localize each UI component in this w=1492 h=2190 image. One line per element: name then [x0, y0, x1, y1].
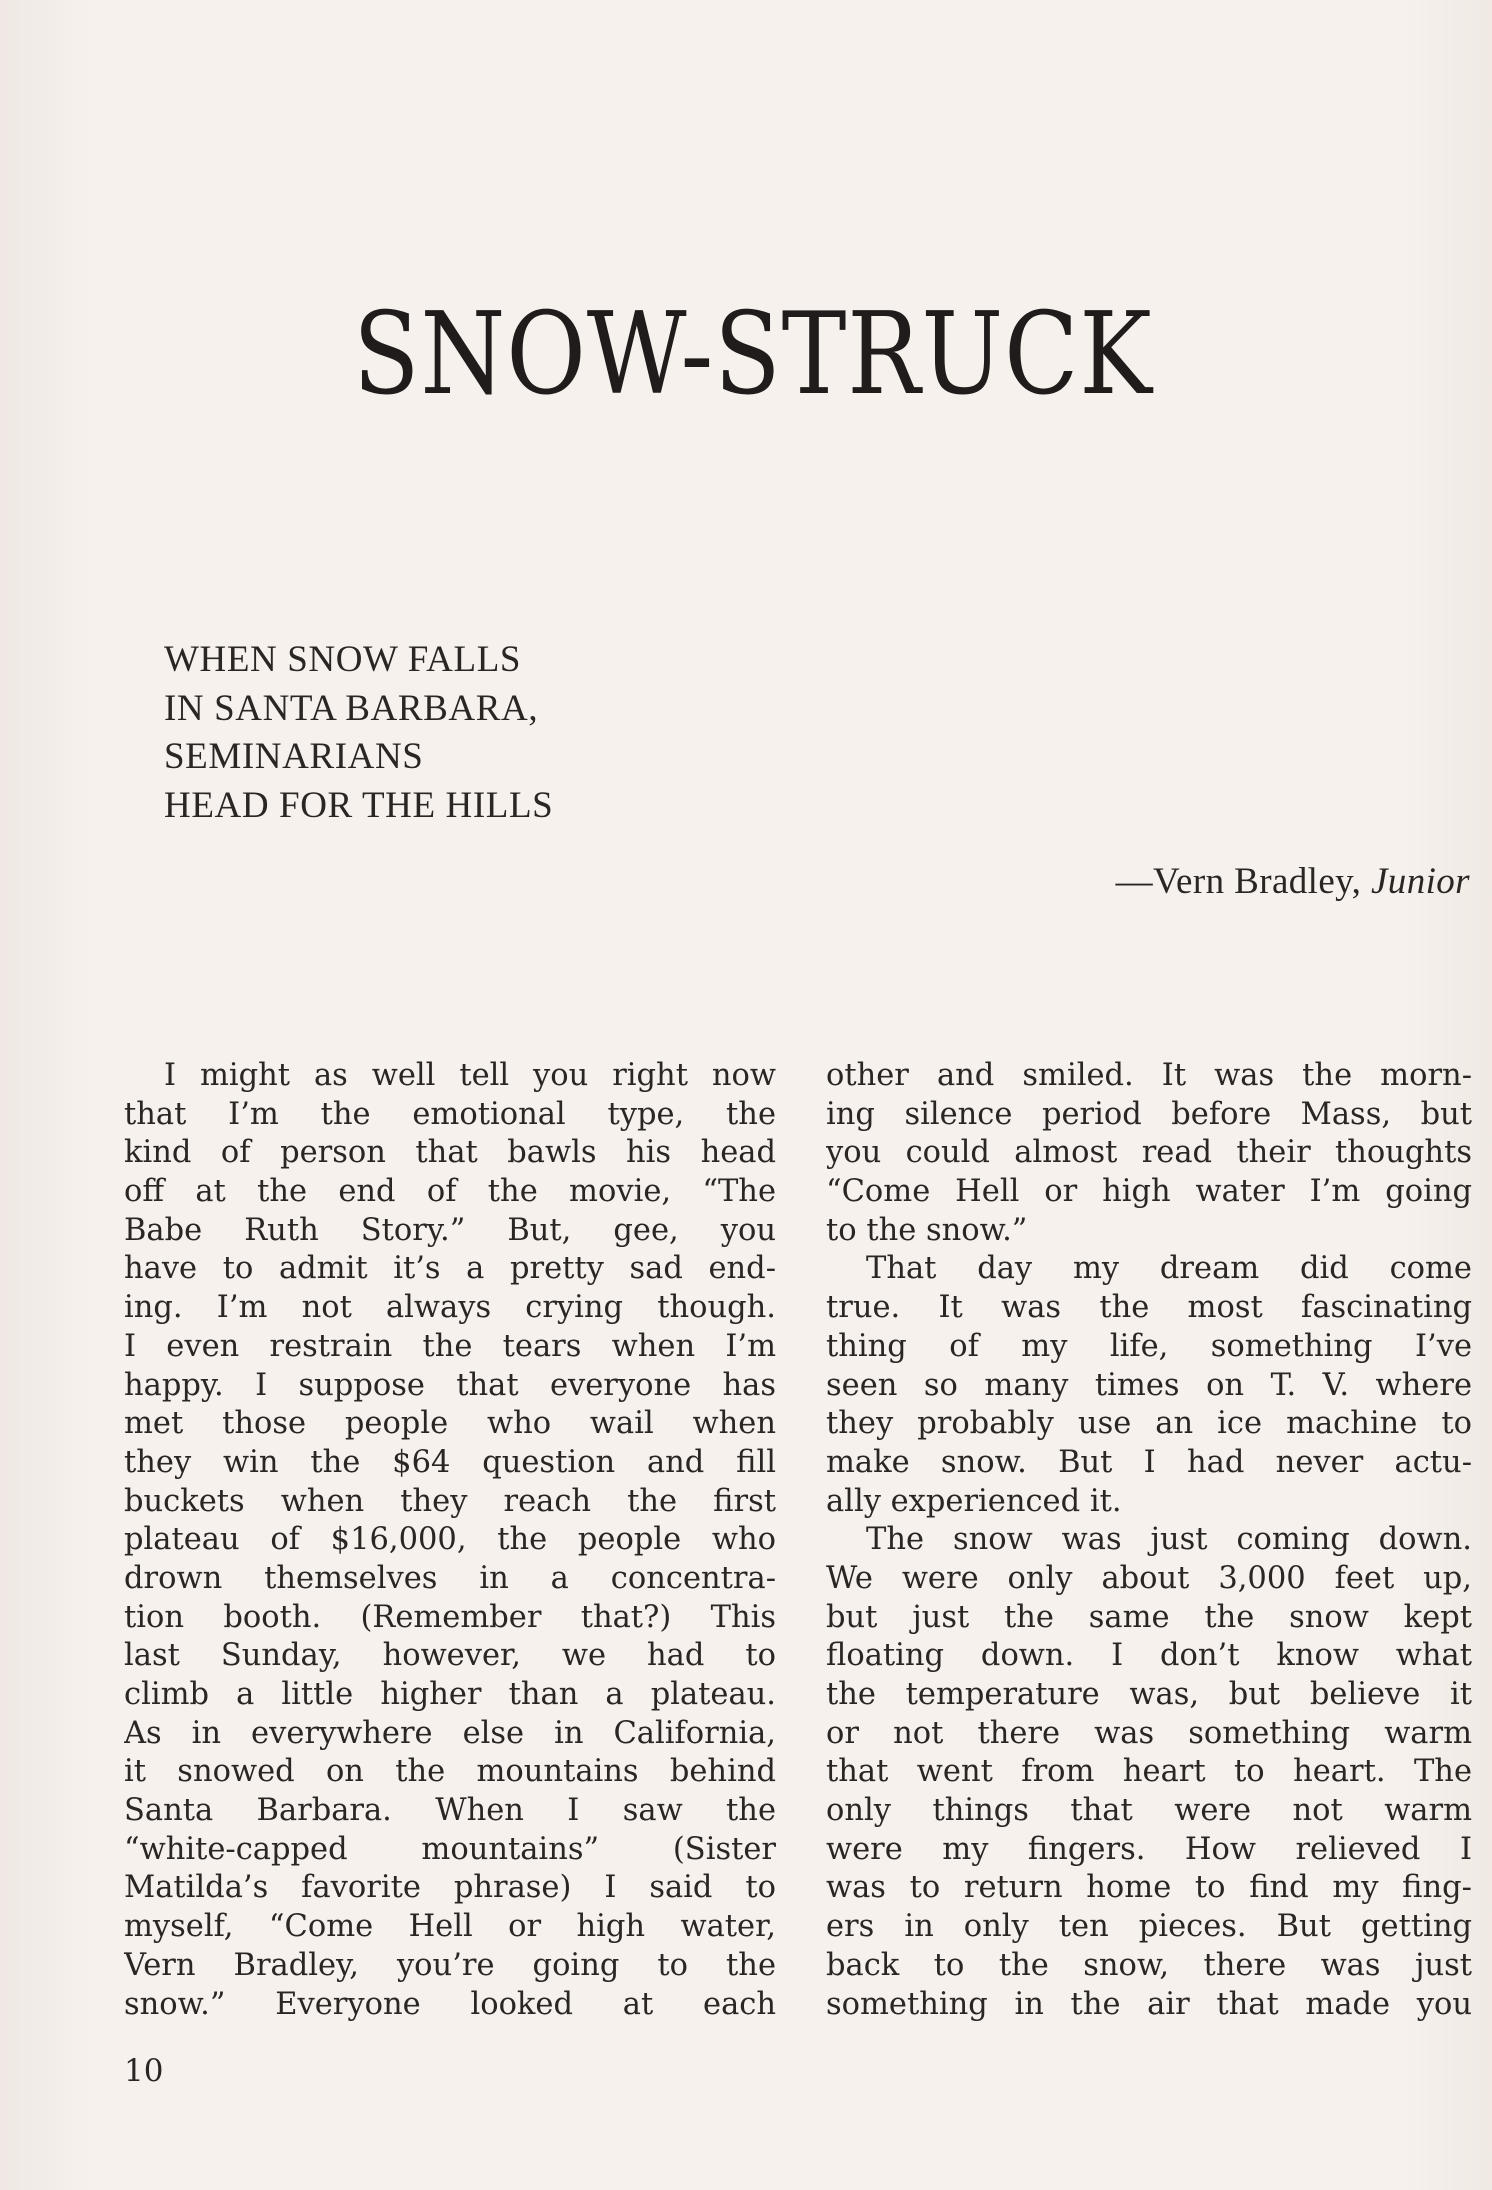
text-line: happy. I suppose that everyone has [124, 1367, 776, 1403]
text-line: snow.” Everyone looked at each [124, 1986, 776, 2022]
body-column-right [826, 1057, 1472, 2024]
body-column-left [124, 1057, 776, 2024]
text-line: ally experienced it. [826, 1483, 1122, 1519]
text-line: met those people who wail when [124, 1406, 776, 1442]
text-line: “Come Hell or high water I’m going [826, 1174, 1472, 1210]
text-line: kind of person that bawls his head [124, 1135, 776, 1171]
text-line: that I’m the emotional type, the [124, 1096, 776, 1132]
text-line: buckets when they reach the first [124, 1483, 776, 1519]
text-line: myself, “Come Hell or high water, [124, 1909, 776, 1945]
text-line: was to return home to find my fing- [826, 1870, 1472, 1906]
text-line: The snow was just coming down. [866, 1522, 1472, 1558]
text-line: We were only about 3,000 feet up, [826, 1560, 1472, 1596]
article-byline [1116, 858, 1470, 906]
text-line: that went from heart to heart. The [826, 1754, 1472, 1790]
byline-author: —Vern Bradley, [1115, 861, 1362, 902]
text-line: Vern Bradley, you’re going to the [124, 1947, 776, 1983]
text-line: floating down. I don’t know what [826, 1638, 1472, 1674]
deck-line: WHEN SNOW FALLS [164, 639, 522, 680]
article-title: SNOW-STRUCK [352, 288, 1153, 420]
text-line: drown themselves in a concentra- [124, 1560, 776, 1596]
text-line: only things that were not warm [826, 1793, 1472, 1829]
deck-line: HEAD FOR THE HILLS [164, 784, 554, 826]
text-line: they probably use an ice machine to [826, 1406, 1472, 1442]
text-line: true. It was the most fascinating [826, 1290, 1472, 1326]
text-line: climb a little higher than a plateau. [124, 1677, 776, 1712]
text-line: it snowed on the mountains behind [124, 1754, 776, 1790]
text-line: thing of my life, something I’ve [826, 1328, 1472, 1364]
text-line: seen so many times on T. V. where [826, 1367, 1472, 1403]
text-line: “white-capped mountains” (Sister [124, 1831, 776, 1867]
text-line: Matilda’s favorite phrase) I said to [124, 1870, 776, 1906]
article-deck [164, 636, 864, 830]
text-line: they win the $64 question and fill [124, 1444, 776, 1480]
text-line: something in the air that made you [826, 1986, 1472, 2022]
text-line: off at the end of the movie, “The [124, 1174, 776, 1210]
text-line: ers in only ten pieces. But getting [826, 1909, 1472, 1945]
text-line: ing. I’m not always crying though. [124, 1290, 776, 1326]
text-line: I might as well tell you right now [164, 1058, 776, 1093]
deck-line: IN SANTA BARBARA, [164, 687, 539, 729]
text-line: Santa Barbara. When I saw the [124, 1793, 776, 1829]
text-line: you could almost read their thoughts [826, 1135, 1472, 1171]
text-line: have to admit it’s a pretty sad end- [124, 1251, 776, 1287]
text-line: As in everywhere else in California, [124, 1715, 776, 1751]
text-line: back to the snow, there was just [826, 1947, 1472, 1983]
text-line: That day my dream did come [866, 1251, 1472, 1287]
text-line: plateau of $16,000, the people who [124, 1522, 776, 1558]
text-line: Babe Ruth Story.” But, gee, you [124, 1212, 776, 1248]
text-line: but just the same the snow kept [826, 1599, 1472, 1635]
page-number: 10 [124, 2053, 164, 2089]
text-line: to the snow.” [826, 1212, 1028, 1248]
text-line: or not there was something warm [826, 1715, 1472, 1751]
text-line: tion booth. (Remember that?) This [124, 1599, 776, 1635]
deck-line: SEMINARIANS [164, 736, 424, 777]
text-line: make snow. But I had never actu- [826, 1444, 1472, 1480]
text-line: ing silence period before Mass, but [826, 1096, 1472, 1132]
byline-role: Junior [1370, 861, 1470, 902]
text-line: other and smiled. It was the morn- [826, 1058, 1472, 1093]
text-line: were my fingers. How relieved I [826, 1831, 1472, 1867]
text-line: I even restrain the tears when I’m [124, 1328, 776, 1364]
text-line: the temperature was, but believe it [826, 1677, 1472, 1712]
text-line: last Sunday, however, we had to [124, 1638, 776, 1674]
